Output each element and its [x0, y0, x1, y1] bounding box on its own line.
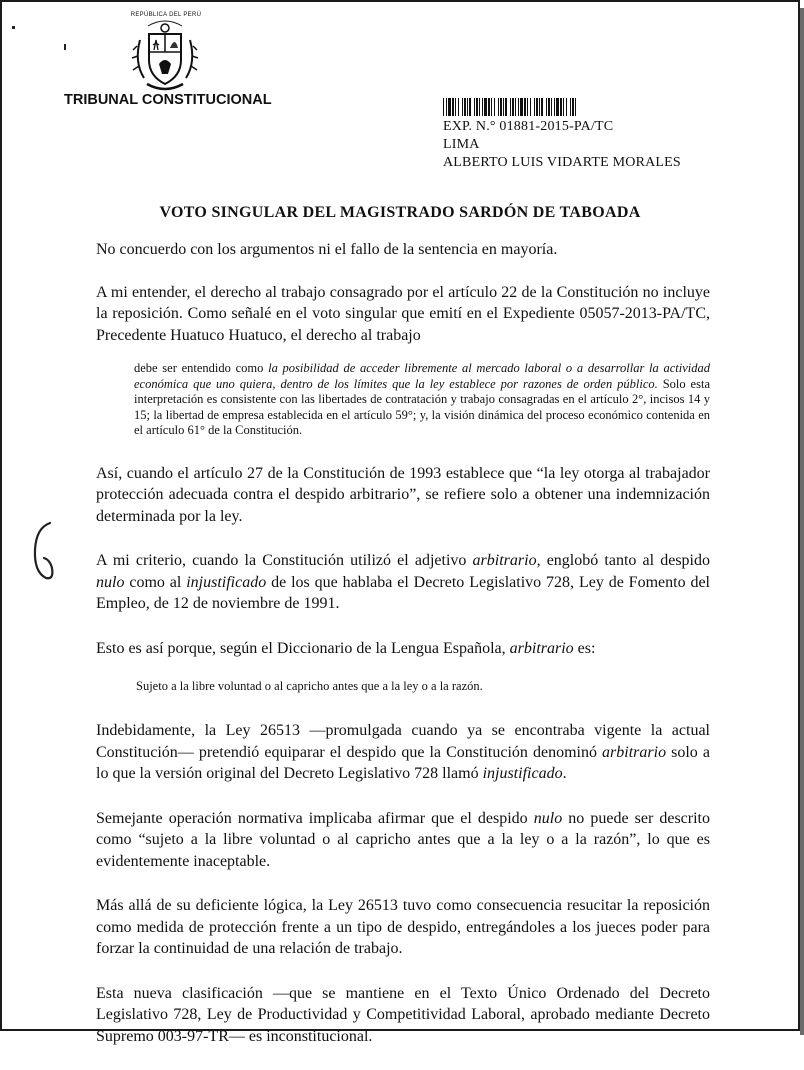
document-body [96, 239, 710, 1070]
text: Indebidamente, la Ley 26513 —promulgada cuando ya se encontraba vigente la actual Constitución— pretendió equiparar el despido que la Constitución denominó [96, 722, 710, 761]
barcode-stripe [541, 98, 543, 116]
emblem-caption: REPÚBLICA DEL PERÚ [130, 12, 202, 18]
paragraph: Esta nueva clasificación —que se mantiene en el Texto Único Ordenado del Decreto Legislativo 728, Ley de Productividad y Competitividad Laboral, aprobado mediante Decreto Supremo 003-97-TR— es inconstitucional. [96, 984, 710, 1045]
barcode-stripe [446, 98, 447, 116]
coat-of-arms-icon [130, 12, 200, 94]
emphasis: arbitrario, [472, 552, 541, 569]
scan-mark [12, 26, 15, 29]
barcode [443, 98, 578, 116]
barcode-stripe [539, 98, 540, 116]
barcode-stripe [554, 98, 555, 116]
text: es: [573, 639, 596, 657]
text: Esto es así porque, según el Diccionario de la Lengua Española, [96, 639, 510, 657]
emphasis: arbitrario [602, 743, 667, 761]
case-number: EXP. N.° 01881-2015-PA/TC [443, 119, 614, 134]
text: de los que hablaba el Decreto Legislativo 728, Ley de Fomento del Empleo, de 12 de noviembre de 1991. [96, 573, 711, 612]
barcode-stripe [566, 98, 567, 116]
institution-name: TRIBUNAL CONSTITUCIONAL [64, 92, 272, 108]
barcode-stripe [455, 98, 456, 116]
paragraph: A mi entender, el derecho al trabajo consagrado por el artículo 22 de la Constitución no incluye la reposición. Como señalé en el voto singular que emití en el Expediente 05057-2013-PA/TC, Precedente Huatuco Huatuco, el derecho al trabajo [96, 283, 710, 344]
barcode-stripe [464, 98, 466, 116]
barcode-stripe [530, 98, 531, 116]
quote-text: debe ser entendido como [134, 361, 269, 375]
paragraph: Así, cuando el artículo 27 de la Constitución de 1993 establece que “la ley otorga al trabajador protección adecuada contra el despido arbitrario”, se refiere solo a obtener una indemnización determinada por la ley. [96, 464, 710, 525]
barcode-stripe [556, 98, 559, 116]
barcode-stripe [512, 98, 514, 116]
case-location: LIMA [443, 137, 480, 152]
quote-emphasis: la posibilidad de acceder libremente al mercado laboral o a desarrollar la actividad económica que uno quiera, dentro de los límites que la ley establece por razones de orden público. [134, 361, 711, 391]
emphasis: nulo [96, 573, 125, 591]
emphasis: arbitrario [509, 639, 574, 657]
barcode-stripe [498, 98, 499, 116]
paragraph: Más allá de su deficiente lógica, la Ley 26513 tuvo como consecuencia resucitar la reposición como medida de protección frente a un tipo de despido, entregándoles a los jueces poder para forzar la continuidad de una relación de trabajo. [96, 897, 710, 957]
handwritten-mark [30, 520, 60, 582]
barcode-stripe [500, 98, 502, 116]
barcode-stripe [448, 98, 451, 116]
barcode-stripe [548, 98, 550, 116]
barcode-stripe [536, 98, 538, 116]
barcode-stripe [491, 98, 492, 116]
barcode-stripe [570, 98, 571, 116]
emphasis: nulo [533, 809, 563, 827]
scan-mark [64, 44, 66, 50]
barcode-stripe [467, 98, 468, 116]
block-quote [134, 361, 710, 439]
barcode-stripe [476, 98, 478, 116]
emphasis: injustificado [186, 573, 267, 591]
barcode-stripe [546, 98, 547, 116]
barcode-stripe [518, 98, 519, 116]
barcode-stripe [469, 98, 471, 116]
block-quote: Sujeto a la libre voluntad o al capricho antes que a la ley o a la razón. [136, 679, 483, 693]
emphasis: injustificado [482, 765, 563, 782]
barcode-stripe [575, 98, 576, 116]
barcode-stripe [503, 98, 504, 116]
barcode-stripe [443, 98, 444, 116]
barcode-stripe [572, 98, 574, 116]
barcode-stripe [520, 98, 523, 116]
barcode-stripe [458, 98, 459, 116]
paragraph: No concuerdo con los argumentos ni el fallo de la sentencia en mayoría. [96, 241, 558, 258]
barcode-stripe [474, 98, 475, 116]
paragraph [96, 550, 710, 615]
quote-text: Solo esta interpretación es consistente con las libertades de contratación y trabajo consagradas en el artículo 2°, incisos 14 y 15; la libertad de empresa establecida en el artículo 59°; y, la visión dinámica del proceso económico contenida en el artículo 61° de la Constitución. [134, 376, 710, 437]
text: A mi criterio, cuando la Constitución utilizó el adjetivo [96, 552, 473, 569]
barcode-stripe [462, 98, 463, 116]
barcode-stripe [482, 98, 483, 116]
barcode-stripe [505, 98, 507, 116]
barcode-stripe [484, 98, 487, 116]
barcode-stripe [524, 98, 526, 116]
text: Semejante operación normativa implicaba afirmar que el despido [96, 809, 534, 827]
barcode-stripe [494, 98, 495, 116]
case-info [443, 118, 681, 172]
text: no puede ser descrito como “sujeto a la libre voluntad o al capricho antes que a la ley o a la razón”, lo que es evidentemente inaceptable. [96, 809, 710, 870]
case-party: ALBERTO LUIS VIDARTE MORALES [443, 155, 681, 170]
text: englobó tanto al despido [540, 552, 710, 569]
barcode-stripe [551, 98, 552, 116]
barcode-stripe [563, 98, 564, 116]
paragraph [96, 720, 710, 785]
text: como al [124, 573, 187, 591]
barcode-stripe [479, 98, 480, 116]
barcode-stripe [527, 98, 528, 116]
barcode-stripe [510, 98, 511, 116]
text: . [562, 765, 567, 782]
paragraph [96, 638, 710, 660]
barcode-stripe [534, 98, 535, 116]
barcode-stripe [515, 98, 516, 116]
text: solo a lo que la versión original del Decreto Legislativo 728 llamó [96, 743, 710, 782]
paragraph [96, 808, 710, 873]
document-title: VOTO SINGULAR DEL MAGISTRADO SARDÓN DE TABOADA [159, 204, 641, 221]
barcode-stripe [452, 98, 454, 116]
barcode-stripe [488, 98, 490, 116]
barcode-stripe [560, 98, 562, 116]
